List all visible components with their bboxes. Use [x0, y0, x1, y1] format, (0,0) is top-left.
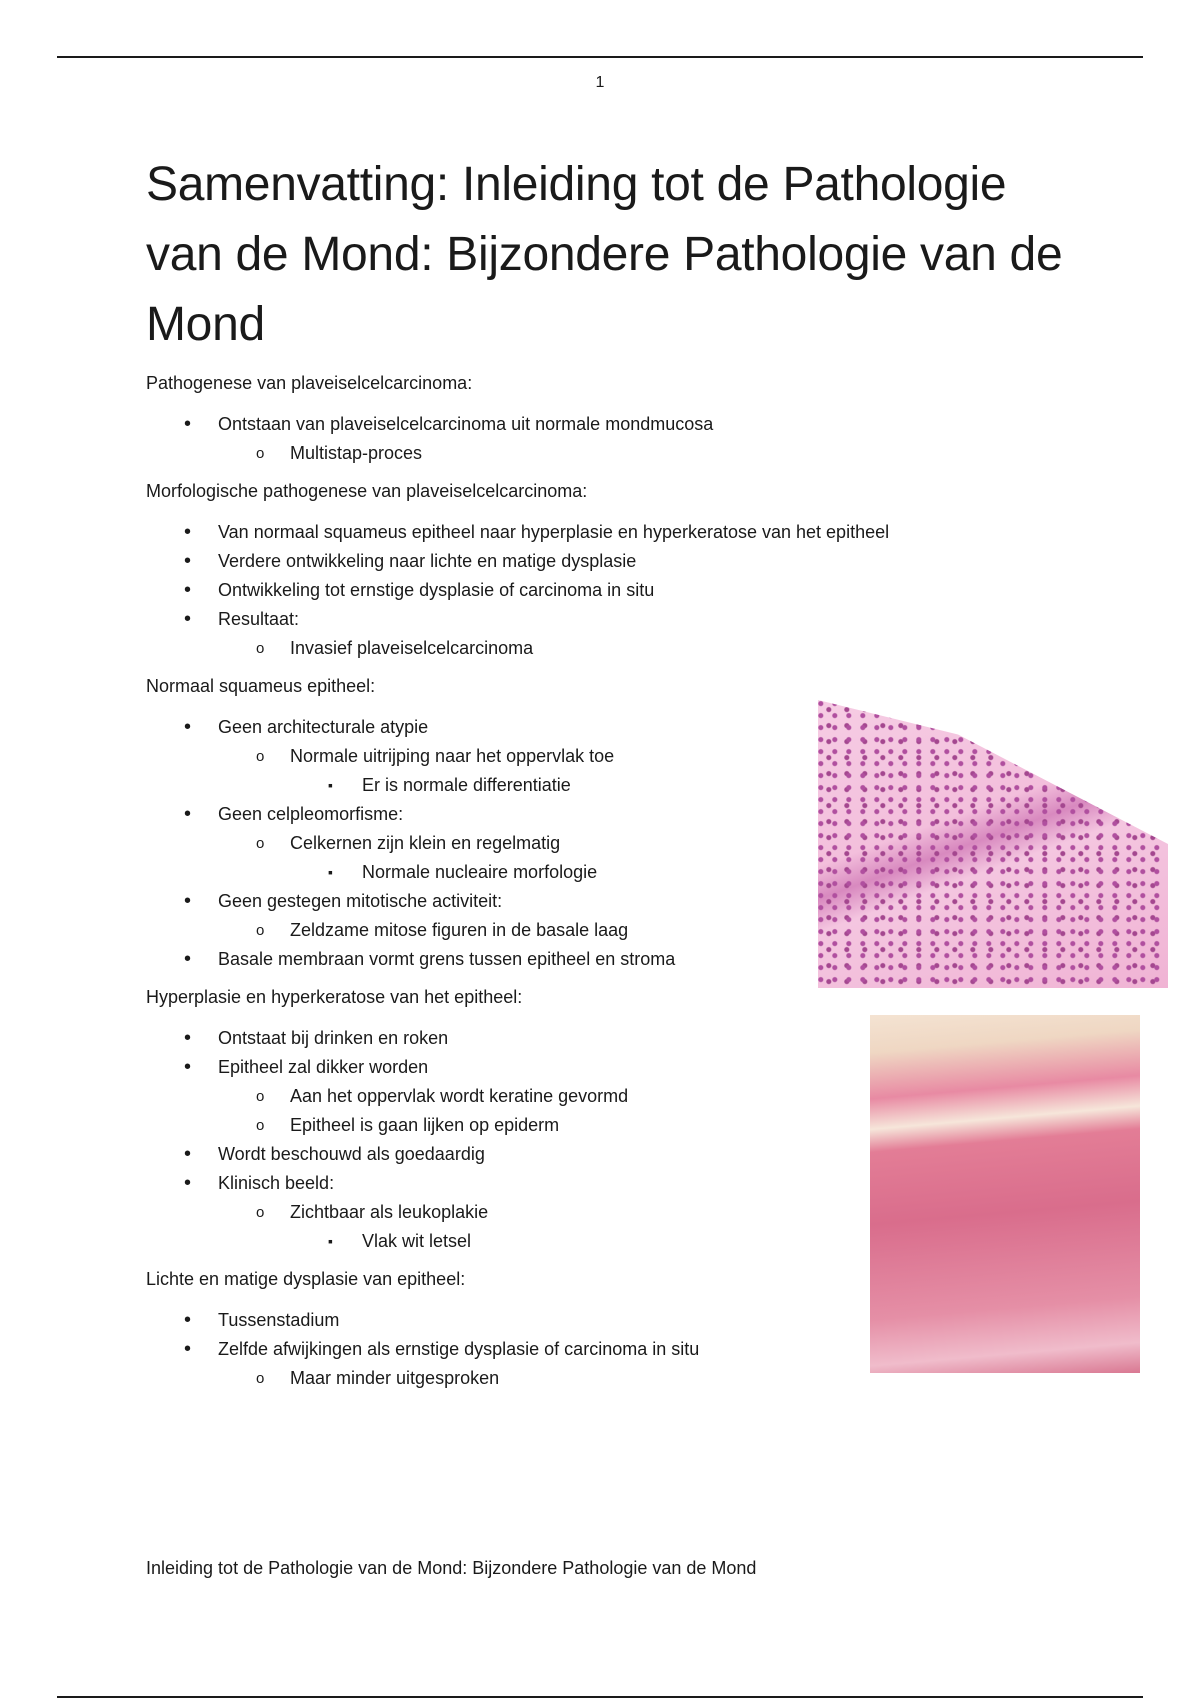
list-item: • Van normaal squameus epitheel naar hyperplasie en hyperkeratose van het epitheel: [146, 518, 1066, 547]
top-rule: [57, 56, 1143, 58]
list-item: ▪ Er is normale differentiatie: [146, 771, 1066, 800]
section: [146, 478, 1066, 663]
list-item: • Resultaat:: [146, 605, 1066, 634]
page-footer: Inleiding tot de Pathologie van de Mond: Bijzondere Pathologie van de Mond: [146, 1558, 757, 1578]
list-item: ▪ Normale nucleaire morfologie: [146, 858, 1066, 887]
list-item: • Basale membraan vormt grens tussen epitheel en stroma: [146, 945, 1066, 974]
bullet-list: [146, 518, 1066, 663]
list-item: o Zeldzame mitose figuren in de basale laag: [146, 916, 1066, 945]
section-heading: Lichte en matige dysplasie van epitheel:: [146, 1269, 466, 1289]
list-item: • Geen gestegen mitotische activiteit:: [146, 887, 1066, 916]
list-item: • Tussenstadium: [146, 1306, 1066, 1335]
list-item: ▪ Vlak wit letsel: [146, 1227, 1066, 1256]
page-number: 1: [595, 74, 605, 91]
list-item: • Geen celpleomorfisme:: [146, 800, 1066, 829]
bullet-list: [146, 410, 1066, 468]
list-item: o Multistap-proces: [146, 439, 1066, 468]
list-item: o Celkernen zijn klein en regelmatig: [146, 829, 1066, 858]
list-item: • Verdere ontwikkeling naar lichte en matige dysplasie: [146, 547, 1066, 576]
bottom-rule: [57, 1696, 1143, 1698]
list-item: o Epitheel is gaan lijken op epiderm: [146, 1111, 1066, 1140]
list-item: • Epitheel zal dikker worden: [146, 1053, 1066, 1082]
list-item: • Geen architecturale atypie: [146, 713, 1066, 742]
list-item: o Aan het oppervlak wordt keratine gevormd: [146, 1082, 1066, 1111]
list-item: • Zelfde afwijkingen als ernstige dysplasie of carcinoma in situ: [146, 1335, 1066, 1364]
section-heading: Hyperplasie en hyperkeratose van het epitheel:: [146, 987, 523, 1007]
section-heading: Pathogenese van plaveiselcelcarcinoma:: [146, 373, 473, 393]
section-heading: Normaal squameus epitheel:: [146, 676, 376, 696]
section-heading: Morfologische pathogenese van plaveiselcelcarcinoma:: [146, 481, 588, 501]
list-item: • Ontstaan van plaveiselcelcarcinoma uit normale mondmucosa: [146, 410, 1066, 439]
list-item: • Ontwikkeling tot ernstige dysplasie of carcinoma in situ: [146, 576, 1066, 605]
document-title: Samenvatting: Inleiding tot de Pathologie van de Mond: Bijzondere Pathologie van de Mond: [146, 158, 1063, 351]
list-item: o Maar minder uitgesproken: [146, 1364, 1066, 1393]
list-item: • Ontstaat bij drinken en roken: [146, 1024, 1066, 1053]
list-item: o Zichtbaar als leukoplakie: [146, 1198, 1066, 1227]
list-item: • Klinisch beeld:: [146, 1169, 1066, 1198]
section: [146, 370, 1066, 468]
list-item: o Invasief plaveiselcelcarcinoma: [146, 634, 1066, 663]
list-item: • Wordt beschouwd als goedaardig: [146, 1140, 1066, 1169]
list-item: o Normale uitrijping naar het oppervlak toe: [146, 742, 1066, 771]
histology-image-hyperkeratosis: [870, 1015, 1140, 1373]
